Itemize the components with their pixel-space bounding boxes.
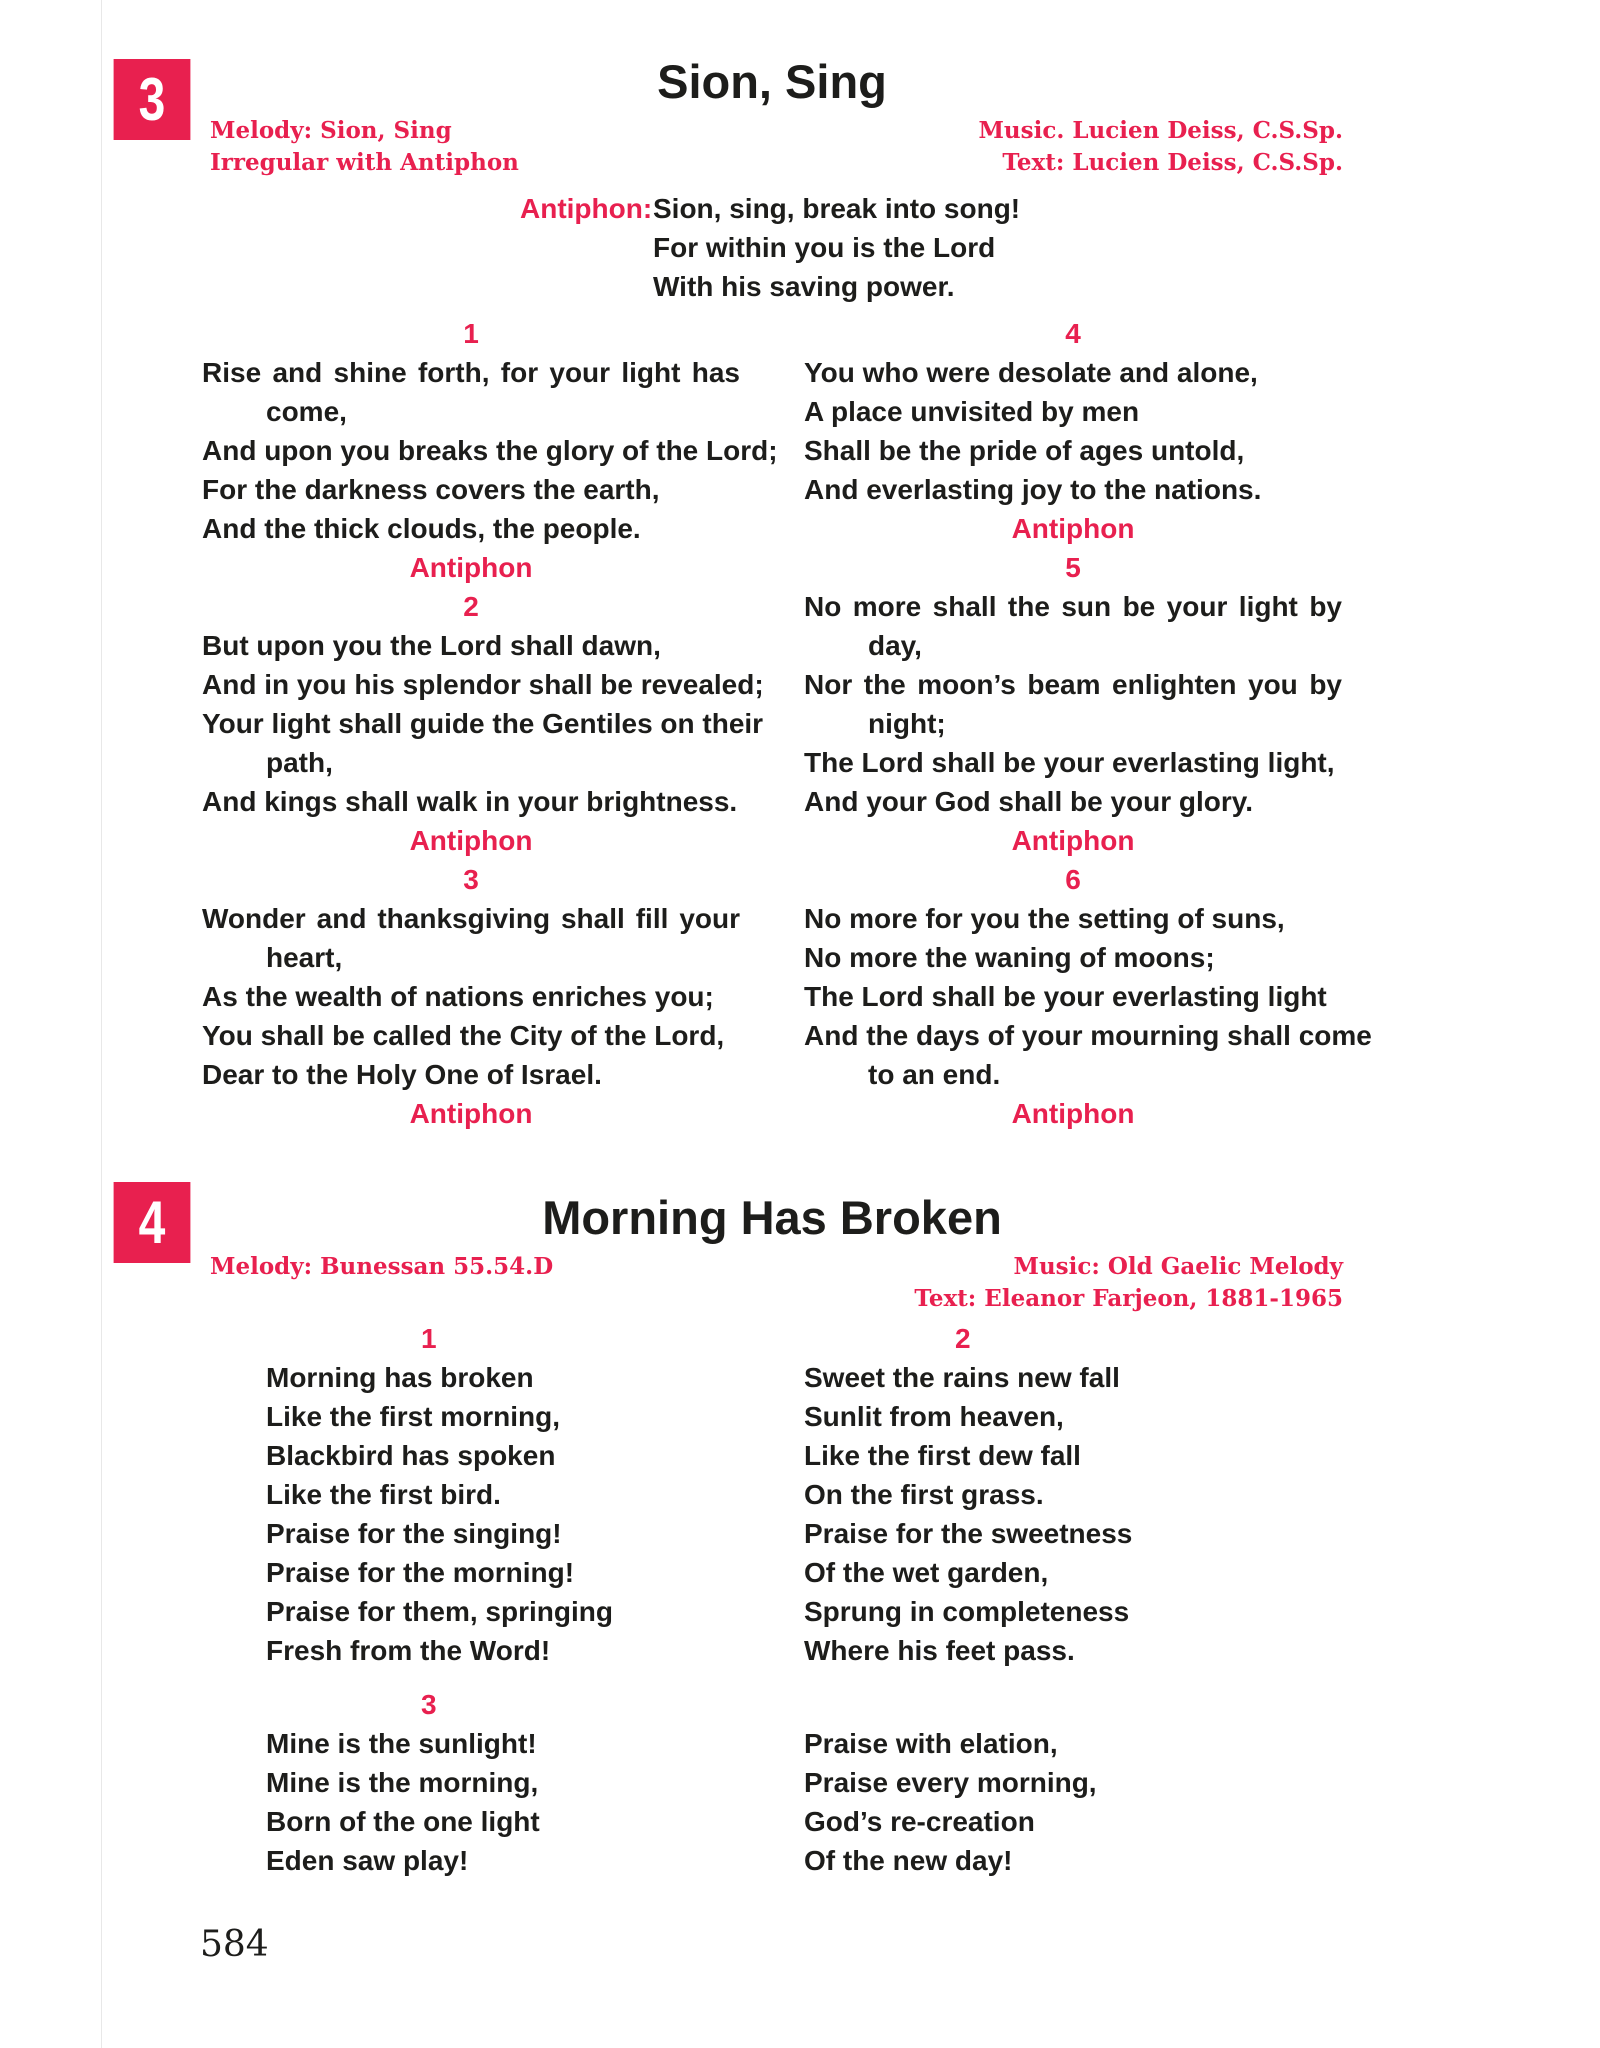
meter-line: Irregular with Antiphon (210, 149, 519, 176)
verse-line: And in you his splendor shall be revealed; (202, 669, 764, 700)
hymn-credits (914, 1251, 1343, 1315)
verse-number: 6 (1065, 864, 1081, 895)
verse-line: Mine is the sunlight! (266, 1728, 537, 1759)
verse-number: 2 (955, 1323, 971, 1354)
hymn-title: Sion, Sing (657, 55, 887, 108)
verse (266, 1319, 613, 1670)
music-credit: Music: Old Gaelic Melody (1013, 1253, 1343, 1280)
verse-line: Sunlit from heaven, (804, 1401, 1064, 1432)
antiphon-text (653, 189, 1153, 306)
verse-line: On the first grass. (804, 1479, 1044, 1510)
verse-line: God’s re-creation (804, 1806, 1035, 1837)
antiphon-refrain: Antiphon (409, 1098, 533, 1129)
verse (804, 314, 1342, 548)
antiphon-line: For within you is the Lord (653, 232, 996, 263)
verse-line: No more shall the sun be your light by (804, 591, 1342, 622)
verse-line: Nor the moon’s beam enlighten you by (804, 669, 1342, 700)
verse-line: night; (868, 708, 946, 739)
hymn-melody-info (210, 115, 519, 179)
verses-left-column (202, 314, 778, 1133)
verse-line: heart, (266, 942, 343, 973)
verse-line: For the darkness covers the earth, (202, 474, 660, 505)
verse-line: Blackbird has spoken (266, 1440, 556, 1471)
verse-line: Mine is the morning, (266, 1767, 539, 1798)
verse-line: Eden saw play! (266, 1845, 469, 1876)
verse-line: Of the wet garden, (804, 1557, 1049, 1588)
music-credit: Music. Lucien Deiss, C.S.Sp. (978, 117, 1343, 144)
antiphon-refrain: Antiphon (409, 825, 533, 856)
verse-line: Born of the one light (266, 1806, 540, 1837)
verse-line: Of the new day! (804, 1845, 1013, 1876)
verse (804, 1724, 1124, 1880)
verse-number: 1 (421, 1323, 437, 1354)
verse (804, 548, 1342, 860)
verse-number: 2 (463, 591, 479, 622)
verse-line: Fresh from the Word! (266, 1635, 551, 1666)
verse-line: Like the first dew fall (804, 1440, 1081, 1471)
antiphon-refrain: Antiphon (409, 552, 533, 583)
verse-line: Praise for them, springing (266, 1596, 613, 1627)
verse-line: You shall be called the City of the Lord, (202, 1020, 725, 1051)
verse-line: Praise for the morning! (266, 1557, 575, 1588)
page-edge (101, 0, 102, 2048)
verse-line: Rise and shine forth, for your light has (202, 357, 740, 388)
verse (266, 1685, 586, 1880)
verses-right-column (804, 314, 1372, 1133)
verse-line: Shall be the pride of ages untold, (804, 435, 1245, 466)
verse-line: Praise for the singing! (266, 1518, 562, 1549)
verse-line: No more the waning of moons; (804, 942, 1215, 973)
verse-line: You who were desolate and alone, (804, 357, 1258, 388)
verse-line: Dear to the Holy One of Israel. (202, 1059, 602, 1090)
verse-line: come, (266, 396, 347, 427)
verse-line: Morning has broken (266, 1362, 534, 1393)
verse-line: Praise for the sweetness (804, 1518, 1133, 1549)
antiphon-label: Antiphon: (520, 193, 653, 224)
antiphon-refrain: Antiphon (1011, 825, 1135, 856)
verse-line: Like the first bird. (266, 1479, 501, 1510)
verse-line: And everlasting joy to the nations. (804, 474, 1262, 505)
verse-line: And the thick clouds, the people. (202, 513, 641, 544)
hymn-melody-info (210, 1251, 553, 1283)
verse (202, 314, 778, 587)
verse-line: The Lord shall be your everlasting light (804, 981, 1327, 1012)
hymn-number-badge: 3 (114, 59, 191, 140)
verse-line: Sprung in completeness (804, 1596, 1130, 1627)
text-credit: Text: Eleanor Farjeon, 1881-1965 (914, 1285, 1343, 1312)
hymn-credits (978, 115, 1343, 179)
verse-line: And upon you breaks the glory of the Lord; (202, 435, 778, 466)
verse (804, 1319, 1133, 1670)
verse (804, 860, 1372, 1133)
verse-line: And your God shall be your glory. (804, 786, 1254, 817)
melody-line: Melody: Bunessan 55.54.D (210, 1253, 554, 1280)
verse-line: Praise every morning, (804, 1767, 1097, 1798)
hymn-title: Morning Has Broken (542, 1191, 1002, 1244)
melody-line: Melody: Sion, Sing (210, 117, 452, 144)
verse-line: day, (868, 630, 922, 661)
antiphon-line: With his saving power. (653, 271, 955, 302)
verse-line: And kings shall walk in your brightness. (202, 786, 738, 817)
verse-line: Praise with elation, (804, 1728, 1058, 1759)
verse-line: No more for you the setting of suns, (804, 903, 1285, 934)
verse-line: A place unvisited by men (804, 396, 1140, 427)
verse-line: to an end. (868, 1059, 1001, 1090)
antiphon-refrain: Antiphon (1011, 1098, 1135, 1129)
text-credit: Text: Lucien Deiss, C.S.Sp. (1002, 149, 1343, 176)
verse-number: 5 (1065, 552, 1081, 583)
verse-number: 4 (1065, 318, 1081, 349)
verse-line: Like the first morning, (266, 1401, 561, 1432)
verse-line: The Lord shall be your everlasting light, (804, 747, 1335, 778)
verse-line: But upon you the Lord shall dawn, (202, 630, 661, 661)
verse-line: Your light shall guide the Gentiles on their (202, 708, 764, 739)
verse-line: As the wealth of nations enriches you; (202, 981, 714, 1012)
antiphon-line: Sion, sing, break into song! (653, 193, 1021, 224)
verse (202, 587, 764, 860)
verse-line: Wonder and thanksgiving shall fill your (202, 903, 740, 934)
verse-line: Sweet the rains new fall (804, 1362, 1120, 1393)
hymn-number-badge: 4 (114, 1182, 191, 1263)
verse-line: And the days of your mourning shall come (804, 1020, 1372, 1051)
verse-line: Where his feet pass. (804, 1635, 1075, 1666)
verse-number: 3 (421, 1689, 437, 1720)
page-number: 584 (200, 1924, 269, 1965)
verse (202, 860, 740, 1133)
verse-number: 3 (463, 864, 479, 895)
antiphon-refrain: Antiphon (1011, 513, 1135, 544)
verse-number: 1 (463, 318, 479, 349)
verse-line: path, (266, 747, 333, 778)
